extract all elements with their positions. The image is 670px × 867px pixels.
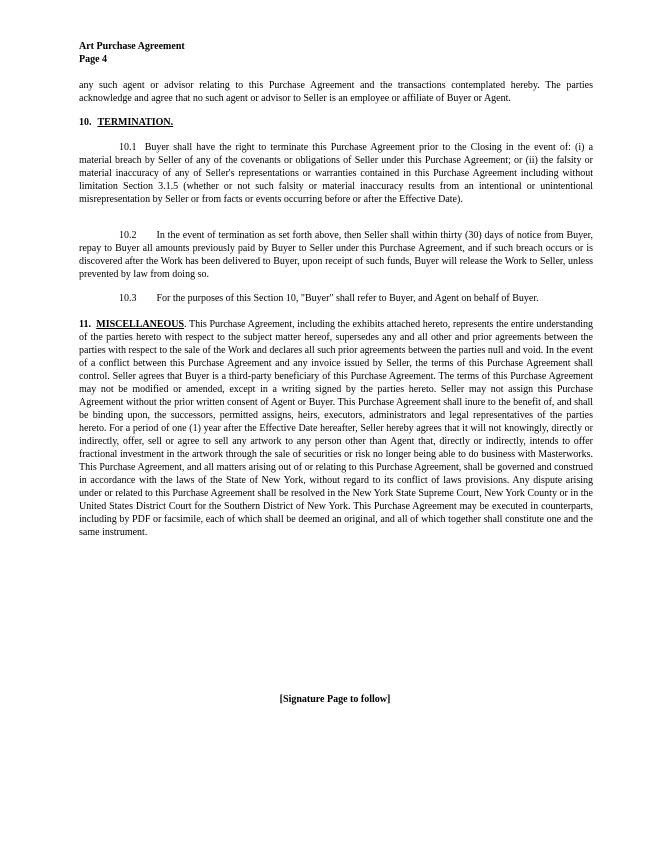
section-11-number: 11. [79, 319, 91, 330]
section-11-text: . This Purchase Agreement, including the exhibits attached hereto, represents the entire understanding of the parties hereto with respect to the subject matter hereof, supersedes any and all other and prior agreements between the parties with respect to the sale of the Work and declares all such prior agreements between the parties null and void. In the event of a conflict between this Purchase Agreement and any invoice issued by Seller, the terms of this Purchase Agreement shall control. Seller agrees that Buyer is a third-party beneficiary of this Purchase Agreement. The terms of this Purchase Agreement may not be modified or amended, except in a writing signed by the parties hereto. Seller may not assign this Purchase Agreement without the prior written consent of Agent or Buyer. This Purchase Agreement shall inure to the benefit of, and shall be binding upon, the successors, permitted assigns, heirs, executors, administrators and legal representatives of the parties hereto. For a period of one (1) year after the Effective Date hereafter, Seller hereby agrees that it will not knowingly, directly or indirectly, offer, sell or agree to sell any artwork to any person other than Agent that, directly or indirectly, intends to offer fractional investment in the artwork through the sale of securities or risk no longer being able to do business with Masterworks. This Purchase Agreement, and all matters arising out of or relating to this Purchase Agreement, shall be governed and construed in accordance with the laws of the State of New York, without regard to its conflict of laws provisions. Any dispute arising under or related to this Purchase Agreement shall be resolved in the New York State Supreme Court, New York County or in the United States District Court for the Southern District of New York. This Purchase Agreement may be executed in counterparts, including by PDF or facsimile, each of which shall be deemed an original, and all of which together shall constitute one and the same instrument. [79, 319, 593, 538]
paragraph-10-3-text: For the purposes of this Section 10, "Buyer" shall refer to Buyer, and Agent on behalf of Buyer. [156, 293, 539, 304]
paragraph-10-3 [79, 292, 593, 305]
section-11-paragraph [79, 318, 593, 539]
document-title: Art Purchase Agreement [79, 41, 185, 52]
signature-page-note: [Signature Page to follow] [279, 694, 391, 705]
page-header [79, 40, 185, 66]
paragraph-10-2-number: 10.2 [119, 230, 137, 241]
section-10-title: TERMINATION. [97, 117, 174, 128]
section-11-title: MISCELLANEOUS [96, 319, 185, 330]
page-number: Page 4 [79, 54, 108, 65]
section-10-heading [79, 116, 173, 129]
paragraph-10-2-text: In the event of termination as set forth above, then Seller shall within thirty (30) days of notice from Buyer, repay to Buyer all amounts previously paid by Buyer to Seller under this Purchase Agreement, and if such breach occurs or is discovered after the Work has been delivered to Buyer, upon receipt of such funds, Buyer will release the Work to Seller, unless prevented by law from doing so. [79, 230, 593, 280]
section-10-number: 10. [79, 117, 92, 128]
paragraph-10-1 [79, 141, 593, 206]
paragraph-10-3-number: 10.3 [119, 293, 137, 304]
paragraph-10-1-text: Buyer shall have the right to terminate this Purchase Agreement prior to the Closing in the event of: (i) a material breach by Seller of any of the covenants or obligations of Seller under this Purchase Agreement; or (ii) the falsity or material inaccuracy of any of Seller's representations or warranties contained in this Purchase Agreement including without limitation Section 3.1.5 (whether or not such falsity or material inaccuracy results from an intentional or unintentional misrepresentation by Seller or from facts or events occurring before or after the Effective Date). [79, 142, 594, 205]
paragraph-10-1-number: 10.1 [119, 142, 137, 153]
paragraph-10-2 [79, 229, 593, 281]
intro-paragraph: any such agent or advisor relating to this Purchase Agreement and the transactions contemplated hereby. The parties acknowledge and agree that no such agent or advisor to Seller is an employee or affiliate of Buyer or Agent. [79, 80, 593, 104]
